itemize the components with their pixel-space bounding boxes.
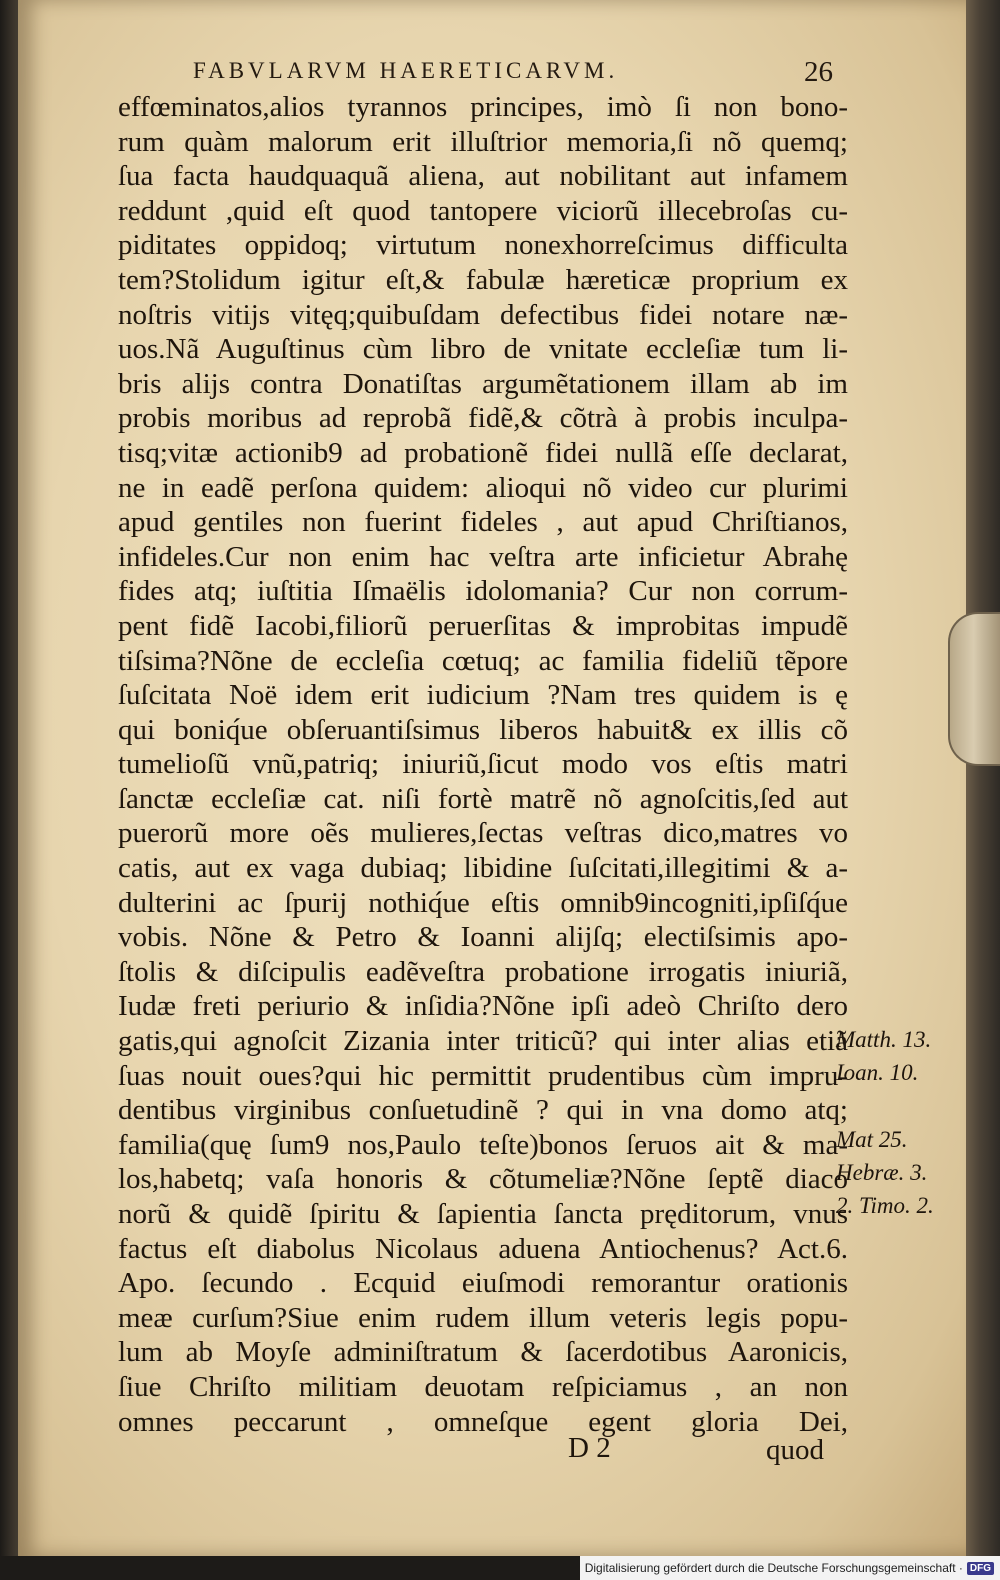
text-line: familia(quę ſum9 nos,Paulo teſte)bonos ſeruos ait & ma- (118, 1128, 848, 1161)
text-line: bris alijs contra Donatiſtas argumẽtationem illam ab im (118, 367, 848, 400)
text-line: los,habetq; vaſa honoris & cõtumeliæ?Nõne ſeptẽ diaco (118, 1163, 848, 1196)
page-edge (966, 0, 1000, 1556)
text-line: ſuſcitata Noë idem erit iudicium ?Nam tres quidem is ę (118, 679, 848, 712)
text-line: ſtolis & diſcipulis eadẽveſtra probatione irrogatis iniuriã, (118, 955, 848, 988)
text-line: reddunt ,quid eſt quod tantopere viciorũ illecebroſas cu- (118, 194, 848, 227)
text-line: uos.Nã Auguſtinus cùm libro de vnitate eccleſiæ tum li- (118, 333, 848, 366)
signature-mark: D 2 (568, 1432, 611, 1464)
text-line: gatis,qui agnoſcit Zizania inter triticũ? qui inter alias etiã (118, 1025, 848, 1058)
text-line: catis, aut ex vaga dubiaq; libidine ſuſcitati,illegitimi & a- (118, 852, 848, 885)
text-line: infideles.Cur non enim hac veſtra arte inficietur Abrahę (118, 540, 848, 573)
book-page (18, 0, 968, 1556)
digitization-footer (580, 1556, 1000, 1580)
text-line: tumelioſũ vnũ,patriq; iniuriũ,ſicut modo vos eſtis matri (118, 748, 848, 781)
text-line: noſtris vitijs vitęq;quibuſdam defectibus fidei notare næ- (118, 298, 848, 331)
text-line: Apo. ſecundo . Ecquid eiuſmodi remorantur orationis (118, 1267, 848, 1300)
text-line: Iudæ freti periurio & inſidia?Nõne ipſi adeò Chriſto dero (118, 990, 848, 1023)
folio-number: 26 (804, 56, 833, 88)
text-line: tem?Stolidum igitur eſt,& fabulæ hæreticæ proprium ex (118, 263, 848, 296)
text-line: ſua facta haudquaquã aliena, aut nobilitant aut infamem (118, 160, 848, 193)
text-line: qui boniq́ue obſeruantiſsimus liberos habuit& ex illis cõ (118, 713, 848, 746)
catchword: quod (766, 1434, 824, 1466)
body-text (118, 90, 848, 1439)
text-line: fides atq; iuſtitia Iſmaëlis idolomania? Cur non corrum- (118, 575, 848, 608)
text-line: ne in eadẽ perſona quidem: alioqui nõ video cur plurimi (118, 471, 848, 504)
running-head: FABVLARVM HAERETICARVM. (193, 58, 619, 83)
clasp (948, 612, 1000, 766)
text-line: ſuas nouit oues?qui hic permittit prudentibus cùm impru- (118, 1059, 848, 1092)
text-line: meæ curſum?Siue enim rudem illum veteris legis popu- (118, 1301, 848, 1334)
text-line: norũ & quidẽ ſpiritu & ſapientia ſancta pręditorum, vnus (118, 1198, 848, 1230)
text-line: apud gentiles non fuerint fideles , aut apud Chriſtianos, (118, 506, 848, 539)
marginal-note: Mat 25. (836, 1127, 908, 1152)
text-line: factus eſt diabolus Nicolaus aduena Antiochenus? Act.6. (118, 1232, 848, 1265)
text-line: effœminatos,alios tyrannos principes, imò ſi non bono- (118, 91, 848, 123)
text-line: rum quàm malorum erit illuſtrior memoria,ſi nõ quemq; (118, 125, 848, 158)
text-line: vobis. Nõne & Petro & Ioanni alijſq; electiſsimis apo- (118, 921, 848, 954)
footer-text: Digitalisierung gefördert durch die Deutsche Forschungsgemeinschaft · (584, 1561, 963, 1575)
marginal-note: 2. Timo. 2. (836, 1193, 934, 1218)
text-line: omnes peccarunt , omneſque egent gloria Dei, (118, 1405, 848, 1438)
dfg-logo: DFG (967, 1562, 994, 1575)
marginal-note: Matth. 13. (836, 1027, 932, 1052)
marginal-note: Hebræ. 3. (836, 1160, 928, 1185)
text-line: tisq;vitæ actionib9 ad probationẽ fidei nullã eſſe declarat, (118, 436, 848, 469)
text-line: piditates oppidoq; virtutum nonexhorreſcimus difficulta (118, 229, 848, 262)
marginal-note: Ioan. 10. (836, 1060, 919, 1085)
text-line: probis moribus ad reprobã fidẽ,& cõtrà à probis inculpa- (118, 402, 848, 435)
text-line: tiſsima?Nõne de eccleſia cœtuq; ac familia fideliũ tẽpore (118, 644, 848, 677)
text-line: lum ab Moyſe adminiſtratum & ſacerdotibus Aaronicis, (118, 1336, 848, 1369)
text-line: dulterini ac ſpurij nothiq́ue eſtis omnib9incogniti,ipſiſq́ue (118, 886, 848, 919)
text-line: ſiue Chriſto militiam deuotam reſpiciamus , an non (118, 1370, 848, 1403)
text-line: pent fidẽ Iacobi,filiorũ peruerſitas & improbitas impudẽ (118, 609, 848, 642)
text-line: ſanctæ eccleſiæ cat. niſi fortè matrẽ nõ agnoſcitis,ſed aut (118, 782, 848, 815)
text-line: puerorũ more oẽs mulieres,ſectas veſtras dico,matres vo (118, 817, 848, 850)
text-line: dentibus virginibus conſuetudinẽ ? qui in vna domo atq; (118, 1094, 848, 1127)
